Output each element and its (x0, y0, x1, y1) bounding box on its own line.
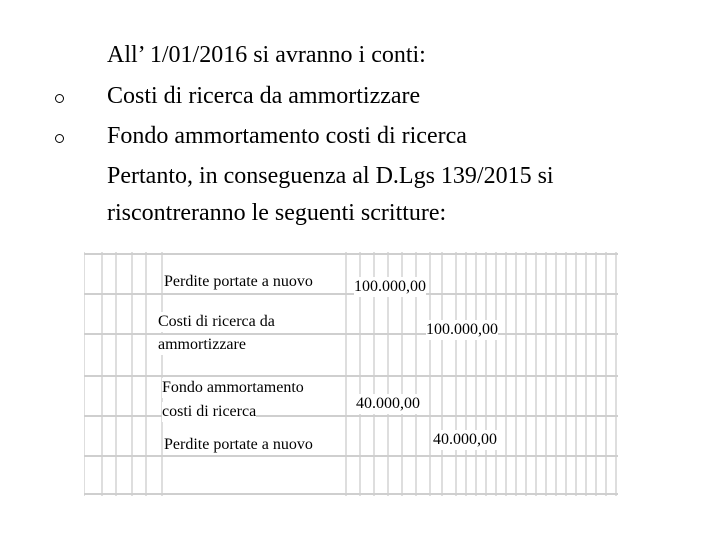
intro-line: All’ 1/01/2016 si avranno i conti: (107, 42, 426, 68)
conclusion-line-2: riscontreranno le seguenti scritture: (107, 200, 447, 226)
journal-credit-amount-4: 40.000,00 (433, 431, 497, 448)
journal-account-fondo-line1: Fondo ammortamento (162, 379, 304, 396)
journal-debit-amount-3: 40.000,00 (356, 395, 420, 412)
journal-account-perdite-1: Perdite portate a nuovo (164, 273, 313, 290)
journal-account-costi-line1: Costi di ricerca da (158, 313, 275, 330)
journal-account-costi-line2: ammortizzare (158, 336, 246, 353)
journal-account-perdite-2: Perdite portate a nuovo (164, 436, 313, 453)
bullet-item-amortization-fund: Fondo ammortamento costi di ricerca (107, 123, 467, 149)
hollow-circle-bullet-icon (55, 134, 64, 143)
hollow-circle-bullet-icon (55, 94, 64, 103)
journal-credit-amount-2: 100.000,00 (426, 321, 498, 338)
journal-account-fondo-line2: costi di ricerca (162, 403, 257, 420)
bullet-item-research-costs: Costi di ricerca da ammortizzare (107, 83, 421, 109)
conclusion-line-1: Pertanto, in conseguenza al D.Lgs 139/2015 si (107, 163, 554, 189)
journal-ledger (84, 252, 618, 496)
journal-debit-amount-1: 100.000,00 (354, 278, 426, 295)
